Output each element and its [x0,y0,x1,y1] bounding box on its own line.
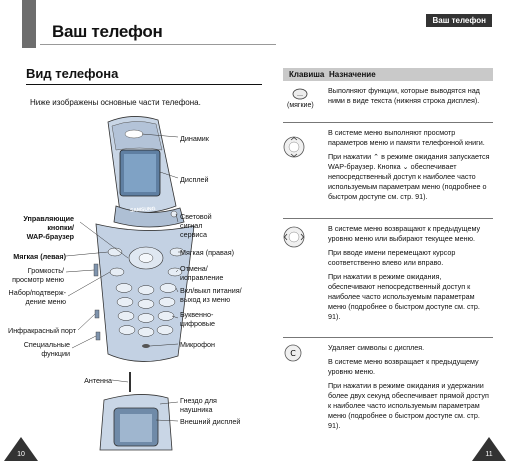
section-badge: Ваш телефон [426,14,492,27]
section-title: Вид телефона [26,66,119,81]
svg-text:…: … [297,91,303,98]
label-soft-left: Мягкая (левая) [13,252,66,261]
label-speaker: Динамик [180,134,209,143]
page-title: Ваш телефон [52,22,163,41]
col-key: Клавиша [289,70,325,79]
page-number-left: 10 [17,451,25,458]
brand-logo: SAMSUNG [129,206,156,214]
label-led: Световой сигнал сервиса [180,212,212,239]
label-soft-right: Мягкая (правая) [180,248,234,257]
row1-text: Выполняют функции, которые выводятся над ними в виде текста (нижняя строка дисплея). [328,86,480,105]
label-antenna: Антенна [84,376,112,385]
label-volume: Громкость/ просмотр меню [12,266,64,284]
speaker-icon [125,130,143,138]
clear-key-icon [284,344,302,362]
label-nav-keys: Управляющие кнопки/ WAP-браузер [23,214,74,241]
label-ext-display: Внешний дисплей [180,417,241,426]
row-divider [283,122,493,123]
left-right-key-icon [283,226,305,248]
up-down-key-icon [283,136,305,158]
svg-text:C: C [290,349,296,358]
soft-key-caption: (мягкие) [287,102,314,109]
label-special: Специальные функции [23,340,70,358]
label-cancel: Отмена/ исправление [180,264,224,282]
row3-text: В системе меню возвращают к предыдущему уровню меню или выбирают текущее меню. При вводе имени перемещают курсор соответственно влево или вправо. При нажатии в режиме ожидания, обеспечивают непосредственный доступ к наиболее часто используемым параметрам меню (подробнее о быстром доступе см. стр. 91). [328,224,481,321]
row2-text: В системе меню выполняют просмотр параметров меню и памяти телефонной книги. При нажатии ⌃ в режиме ожидания запускается WAP-браузер. Кнопка ⌄ обеспечивает непосредственный доступ к наиболее часто используемым параметрам меню (подробнее о быстром доступе см. стр. 91). [328,128,490,201]
label-power: Вкл/выкл питания/ выход из меню [180,286,242,304]
label-alnum: Буквенно- цифровые [180,310,216,328]
row-divider [283,218,493,219]
row-divider [283,337,493,338]
label-dial: Набор/подтверж- дение меню [8,288,66,306]
soft-key-icon [292,88,308,100]
row4-text: Удаляет символы с дисплея. В системе меню возвращает к предыдущему уровню меню. При нажатии в режиме ожидания и удержании более двух секунд обеспечивает прямой доступ к наиболее часто используемым параметрам меню (подробнее о быстром доступе см. стр. 91). [328,343,489,430]
label-display: Дисплей [180,175,209,184]
label-mic: Микрофон [180,340,216,349]
label-ir-port: Инфракрасный порт [8,326,76,335]
page-number-right: 11 [485,451,493,458]
table-header [283,68,493,81]
intro-text: Ниже изображены основные части телефона. [30,98,201,107]
col-desc: Назначение [329,70,376,79]
label-headset: Гнездо для наушника [180,396,217,414]
